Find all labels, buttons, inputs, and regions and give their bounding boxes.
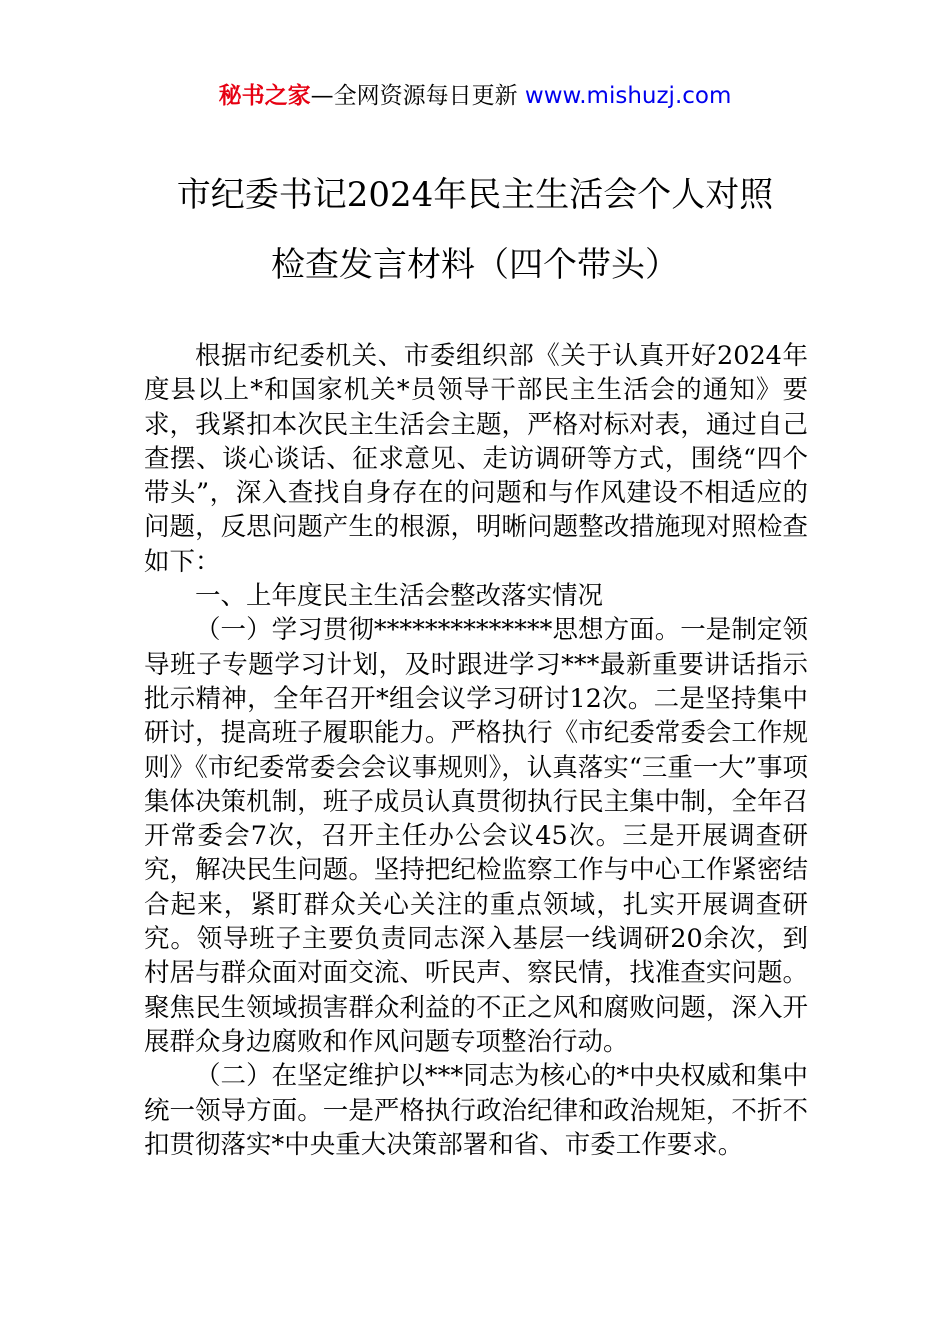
paragraph-intro: 根据市纪委机关、市委组织部《关于认真开好2024年度县以上*和国家机关*员领导干部民主生活会的通知》要求，我紧扣本次民主生活会主题，严格对标对表，通过自己查摆、谈心谈话、征求意见、走访调研等方式，围绕“四个带头”，深入查找自身存在的问题和与作风建设不相适应的问题，反思问题产生的根源，明晰问题整改措施现对照检查如下： xyxy=(144,341,808,577)
title-line-2: 检查发言材料（四个带头） xyxy=(271,245,679,285)
section-heading-1: 一、上年度民主生活会整改落实情况 xyxy=(195,581,604,612)
site-header xyxy=(0,80,950,112)
document-title xyxy=(0,160,950,300)
site-url-link[interactable]: www.mishuzj.com xyxy=(524,83,732,109)
paragraph-study: （一）学习贯彻**************思想方面。一是制定领导班子专题学习计划，及时跟进学习***最新重要讲话指示批示精神，全年召开*组会议学习研讨12次。二是坚持集中研讨，提高班子履职能力。严格执行《市纪委常委会工作规则》《市纪委常委会会议事规则》，认真落实“三重一大”事项集体决策机制，班子成员认真贯彻执行民主集中制，全年召开常委会7次，召开主任办公会议45次。三是开展调查研究，解决民生问题。坚持把纪检监察工作与中心工作紧密结合起来，紧盯群众关心关注的重点领域，扎实开展调查研究。领导班子主要负责同志深入基层一线调研20余次，到村居与群众面对面交流、听民声、察民情，找准查实问题。聚焦民生领域损害群众利益的不正之风和腐败问题，深入开展群众身边腐败和作风问题专项整治行动。 xyxy=(144,615,808,1057)
title-line-1: 市纪委书记2024年民主生活会个人对照 xyxy=(176,175,774,215)
paragraph-authority: （二）在坚定维护以***同志为核心的*中央权威和集中统一领导方面。一是严格执行政治纪律和政治规矩，不折不扣贯彻落实*中央重大决策部署和省、市委工作要求。 xyxy=(144,1061,808,1160)
document-body xyxy=(144,339,808,1162)
site-tagline: —全网资源每日更新 xyxy=(310,83,525,109)
site-brand: 秘书之家 xyxy=(218,83,311,109)
